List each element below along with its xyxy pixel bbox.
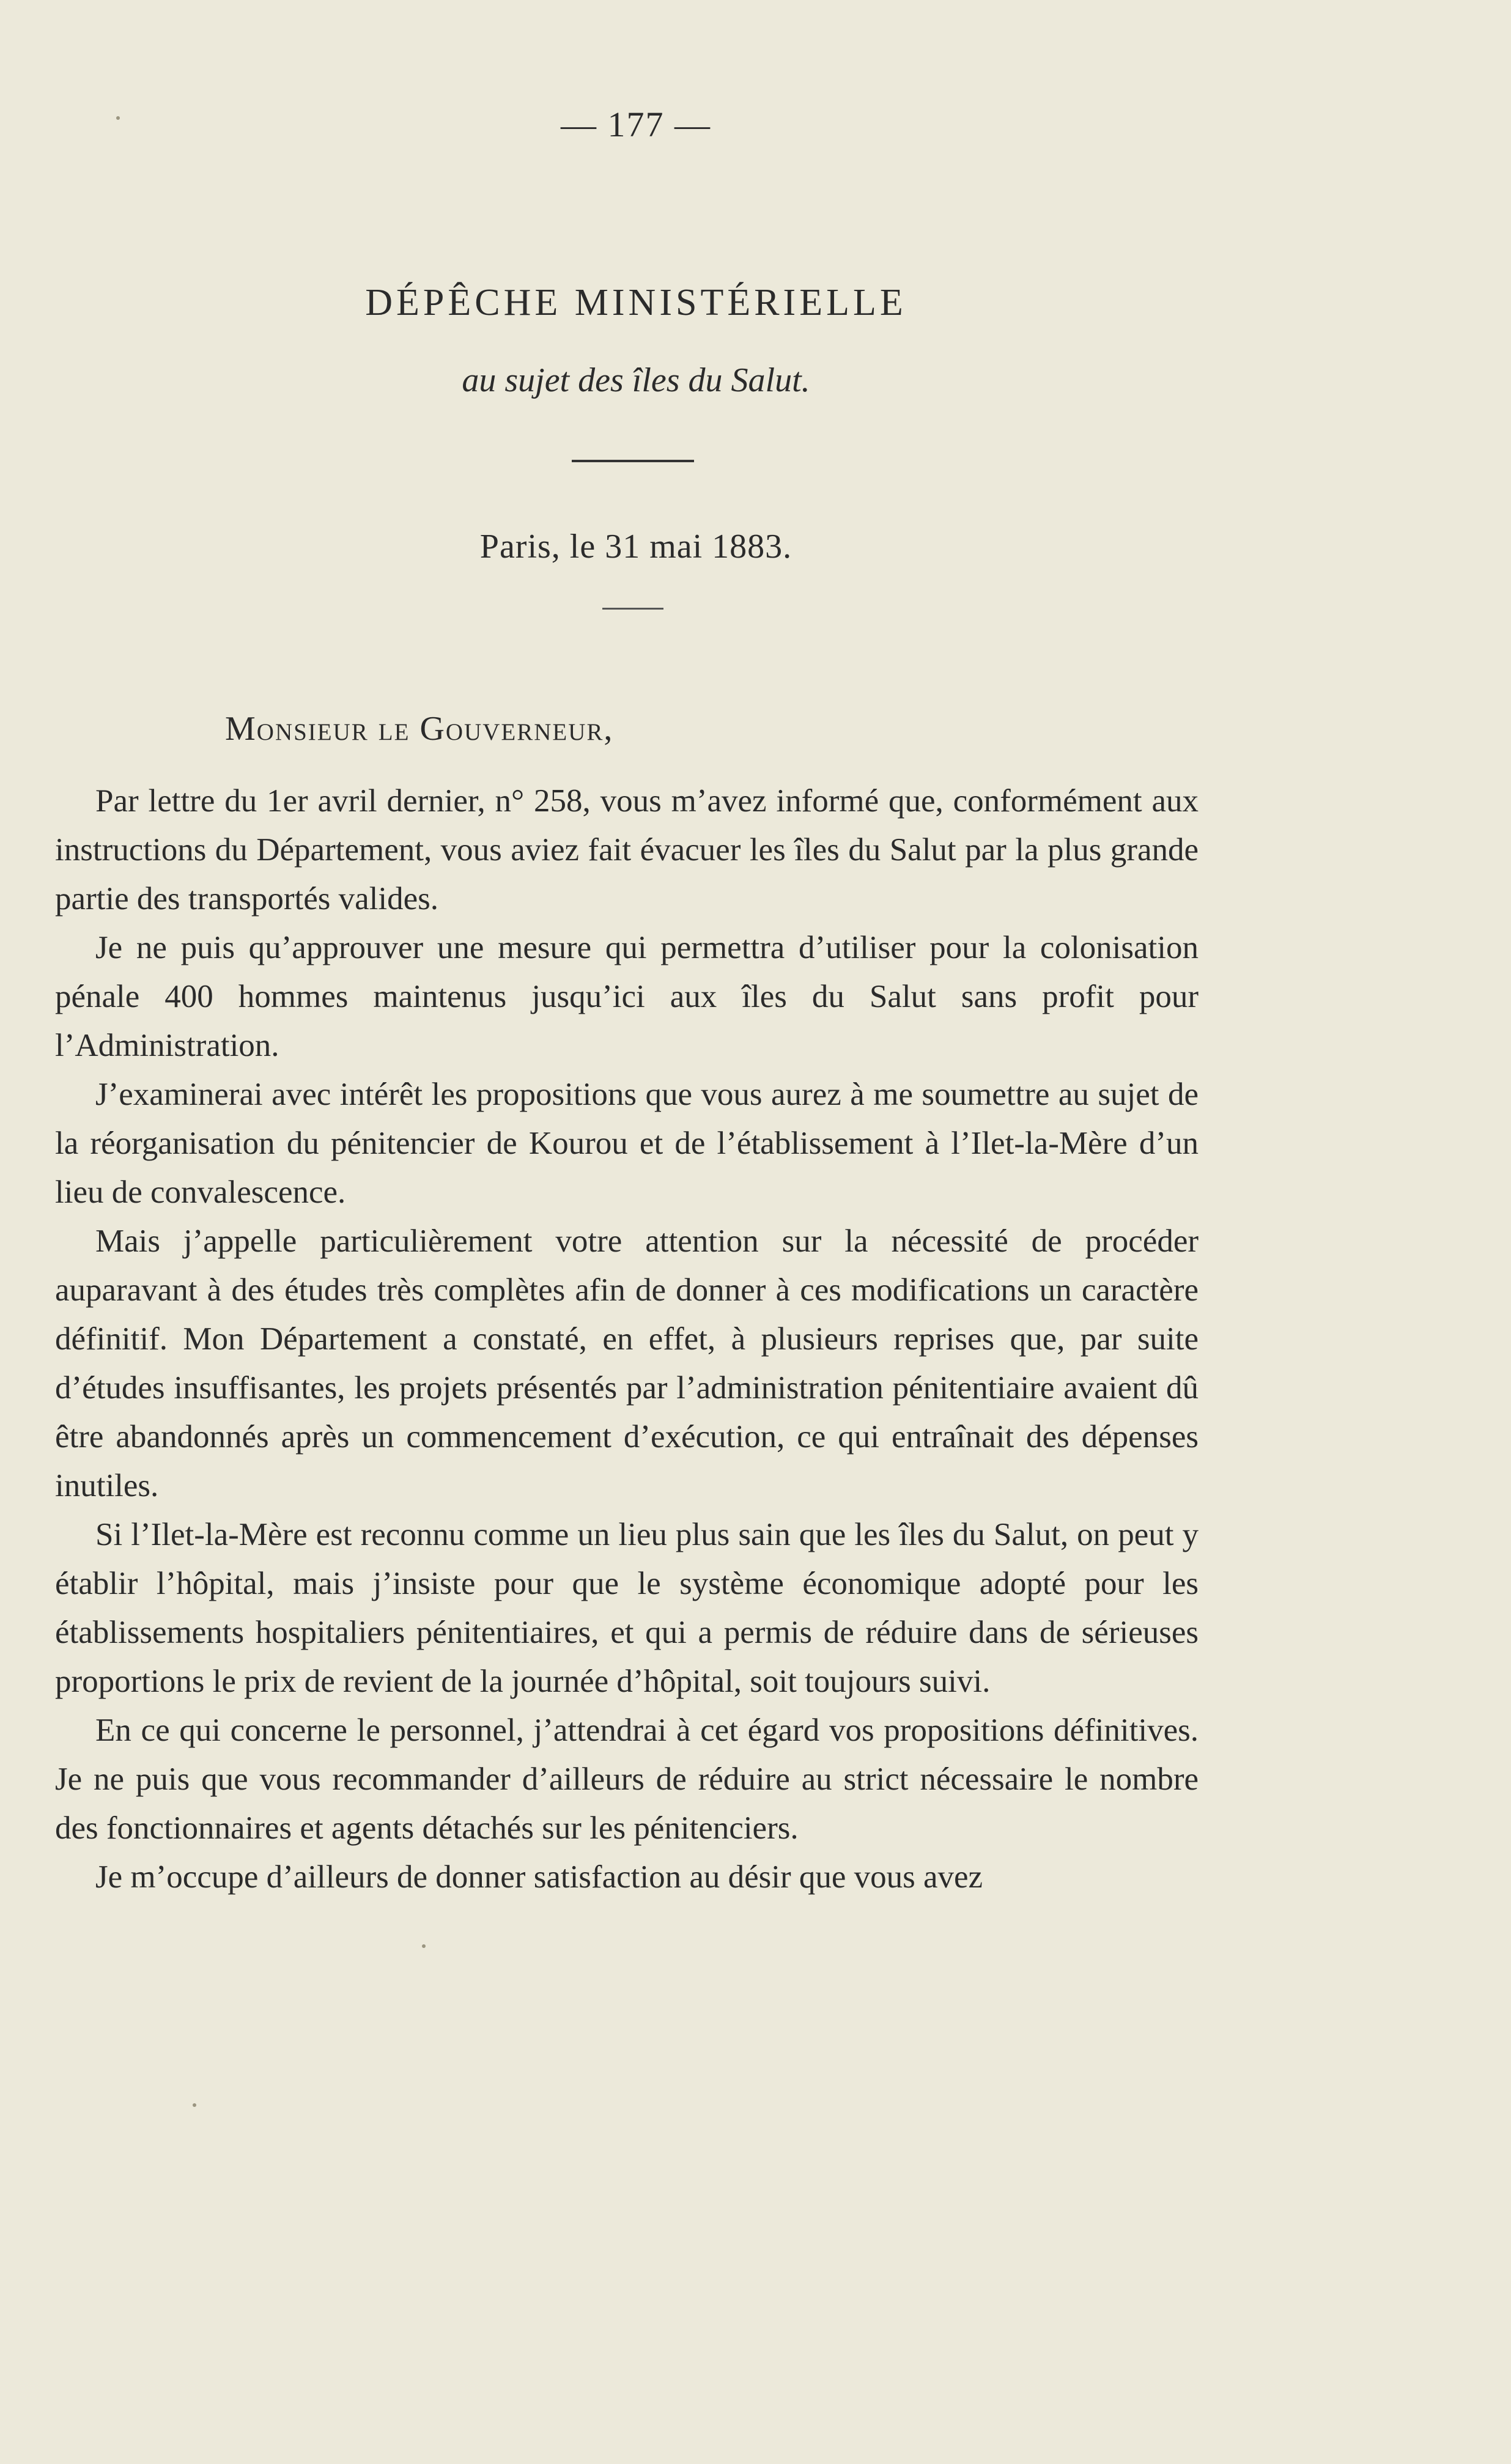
paper-speck <box>422 1944 426 1948</box>
paragraph: Je m’occupe d’ailleurs de donner satisfaction au désir que vous avez <box>95 1859 983 1895</box>
paragraph: J’examinerai avec intérêt les propositions que vous aurez à me soumettre au sujet de la réorganisation du pénitencier de Kourou et de l’établissement à l’Ilet-la-Mère d’un lieu de convalescence. <box>55 1077 1199 1210</box>
paragraph: Mais j’appelle particulièrement votre attention sur la nécessité de procéder auparavant à des études très complètes afin de donner à ces modifications un caractère définitif. Mon Département a constaté, en effet, à plusieurs reprises que, par suite d’études insuffisantes, les projets présentés par l’administration pénitentiaire avaient dû être abandonnés après un commencement d’exécution, ce qui entraînait des dépenses inutiles. <box>55 1223 1199 1503</box>
paper-speck <box>116 116 120 120</box>
paper-speck <box>193 2103 196 2107</box>
document-subtitle: au sujet des îles du Salut. <box>462 361 810 399</box>
page-number: — 177 — <box>561 105 711 144</box>
dateline: Paris, le 31 mai 1883. <box>479 528 792 566</box>
date-divider <box>602 608 663 610</box>
paragraph: En ce qui concerne le personnel, j’attendrai à cet égard vos propositions définitives. Je ne puis que vous recommander d’ailleurs de réduire au strict nécessaire le nombre des fonctionnaires et agents détachés sur les pénitenciers. <box>55 1713 1199 1846</box>
letter-body <box>55 776 1199 1901</box>
document-title: DÉPÊCHE MINISTÉRIELLE <box>365 282 907 323</box>
paragraph: Je ne puis qu’approuver une mesure qui permettra d’utiliser pour la colonisation pénale 400 hommes maintenus jusqu’ici aux îles du Salut sans profit pour l’Administration. <box>55 930 1199 1063</box>
paragraph: Par lettre du 1er avril dernier, n° 258, vous m’avez informé que, conformément aux instructions du Département, vous aviez fait évacuer les îles du Salut par la plus grande partie des transportés valides. <box>55 783 1199 917</box>
salutation: Monsieur le Gouverneur, <box>225 710 614 748</box>
paragraph: Si l’Ilet-la-Mère est reconnu comme un lieu plus sain que les îles du Salut, on peut y établir l’hôpital, mais j’insiste pour que le système économique adopté pour les établissements hospitaliers pénitentiaires, et qui a permis de réduire dans de sérieuses proportions le prix de revient de la journée d’hôpital, soit toujours suivi. <box>55 1517 1199 1699</box>
title-divider <box>572 460 694 462</box>
